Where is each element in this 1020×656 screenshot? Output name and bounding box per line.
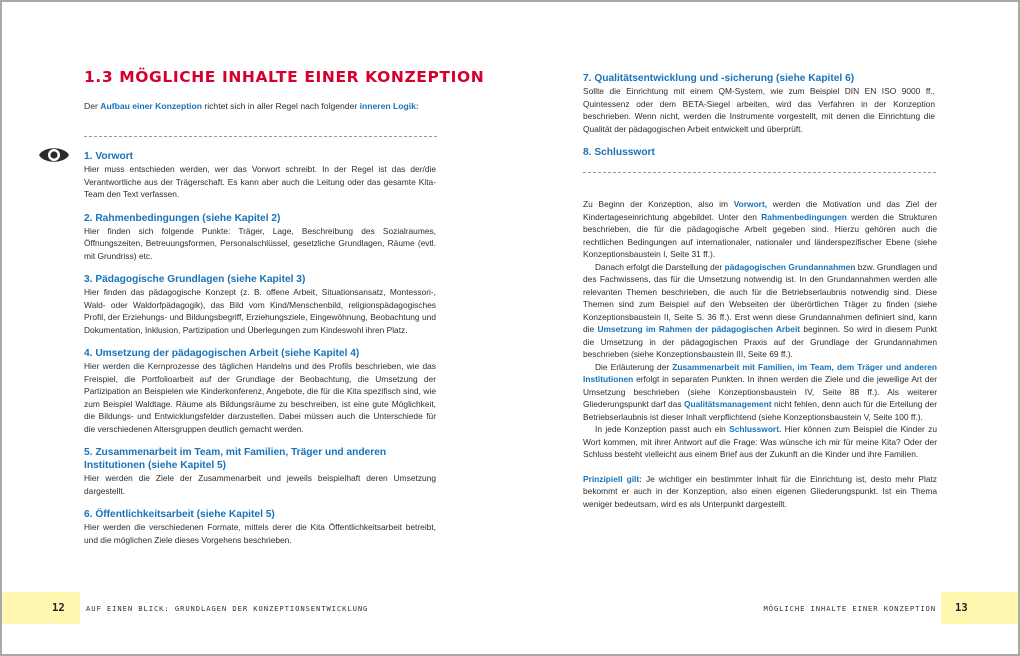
running-head: MÖGLICHE INHALTE EINER KONZEPTION bbox=[763, 604, 936, 613]
footer-band bbox=[2, 592, 80, 624]
highlight: Umsetzung im Rahmen der pädagogischen Arbeit bbox=[597, 324, 801, 334]
highlight: Zusammenarbeit mit Familien, im Team, dem Träger und anderen Institutionen bbox=[583, 361, 938, 384]
list-item bbox=[84, 446, 436, 497]
text: Je wichtiger ein bestimmter Inhalt für die Einrichtung ist, desto mehr Platz bekommt er auch in der Konzeption, also einen eigenen Gliederungspunkt. Ist ein Thema weniger bedeutsam, wird es als Unterpunkt dargestellt. bbox=[583, 473, 937, 509]
item-body: Hier werden die Ziele der Zusammenarbeit und jeweils beispielhaft deren Umsetzung dargestellt. bbox=[84, 473, 436, 496]
item-body: Sollte die Einrichtung mit einem QM-System, wie zum Beispiel DIN EN ISO 9000 ff., Quintessenz oder dem BETA-Siegel arbeiten, wird das Verfahren in der Konzeption beschrieben. Wenn nicht, werden die Instrumente vorgestellt, mit denen die Einrichtung die Qualität der pädagogischen Arbeit entwickelt und überprüft. bbox=[583, 86, 935, 134]
paragraph bbox=[583, 261, 937, 361]
paragraph bbox=[583, 423, 937, 461]
intro-highlight: inneren Logik: bbox=[359, 101, 419, 111]
text: Zu Beginn der Konzeption, also im bbox=[583, 199, 734, 209]
item-title: 4. Umsetzung der pädagogischen Arbeit (siehe Kapitel 4) bbox=[84, 348, 360, 359]
item-title: 2. Rahmenbedingungen (siehe Kapitel 2) bbox=[84, 212, 281, 224]
text: erfolgt in separaten Punkten. In ihnen werden die Ziele und die jeweilige Art der Umsetzung beschrieben (siehe Konzeptionsbaustein IV, Seite 88 ff.). Als weiterer Gliederungspunkt darf das bbox=[583, 374, 937, 409]
text: Die Erläuterung der bbox=[595, 361, 673, 372]
text: werden die Strukturen beschrieben, die für die pädagogische Arbeit gegeben sind. Hierzu gehören auch die rechtlichen Bedingungen auf internationaler, nationaler und länderspezifischer Ebene (siehe Konzeptionsbaustein I, Seite 31 ff.). bbox=[583, 211, 937, 259]
eye-icon bbox=[38, 144, 70, 166]
right-page bbox=[510, 0, 1020, 656]
item-title: 7. Qualitätsentwicklung und -sicherung (siehe Kapitel 6) bbox=[583, 73, 855, 84]
dashed-divider bbox=[583, 172, 936, 173]
item-title: 1. Vorwort bbox=[84, 151, 134, 162]
text: nicht fehlen, denn auch für die Erteilung der Betriebserlaubnis ist dieser Inhalt verpflichtend (siehe Konzeptionsbaustein V, Seite 100 ff.). bbox=[583, 399, 937, 422]
list-item bbox=[84, 273, 436, 336]
item-body: Hier werden die verschiedenen Formate, mittels derer die Kita Öffentlichkeitsarbeit betreibt, und die möglichen Ziele dieses Vorgehens beschrieben. bbox=[84, 522, 436, 545]
text: werden die Motivation und das Ziel der Kindertageseinrichtung abgebildet. Unter den bbox=[583, 199, 937, 222]
item-body: Hier finden sich folgende Punkte: Träger, Lage, Beschreibung des Sozialraumes, Öffnungszeiten, Betreuungsformen, Personalschlüssel, gesetzliche Grundlagen, Räume (evtl. mit Grundriss) etc. bbox=[84, 225, 436, 261]
text: bzw. Grundlagen und des Fachwissens, das für die Umsetzung notwendig ist. In den Grundannahmen werden alle relevanten Themen beschrieben, die auch für die Betriebserlaubnis notwendig sind. Diese Themen sind zum Beispiel auf den Webseiten der überörtlichen Träger zu finden (siehe Konzeptionsbaustein II, Seite S. 36 ff.). Erst wenn diese Grundannahmen definiert sind, kann die bbox=[583, 261, 937, 334]
highlight: Schlusswort. bbox=[729, 424, 782, 434]
list-item bbox=[583, 146, 935, 159]
running-head: AUF EINEN BLICK: GRUNDLAGEN DER KONZEPTIONSENTWICKLUNG bbox=[86, 604, 369, 613]
paragraph bbox=[583, 198, 937, 261]
item-body: Hier muss entschieden werden, wer das Vorwort schreibt. In der Regel ist das der/die Verantwortliche aus der Trägerschaft. Es kann aber auch die Leitung oder das gesamte Kita-Team den Text verfassen. bbox=[84, 164, 436, 199]
text: Hier können zum Beispiel die Kinder zu Wort kommen, mit ihrer Antwort auf die Frage: Was wünsche ich mir für meine Kita? Oder der Schluss besteht vielleicht aus einem Brief aus der Zukunft an die Kinder und ihre Familien. bbox=[583, 424, 937, 459]
page-number: 13 bbox=[955, 602, 968, 614]
page-number: 12 bbox=[52, 602, 65, 614]
list-item bbox=[84, 212, 436, 263]
list-item bbox=[84, 150, 436, 201]
chapter-title: 1.3 MÖGLICHE INHALTE EINER KONZEPTION bbox=[84, 68, 485, 86]
list-item bbox=[84, 508, 436, 546]
item-body: Hier finden das pädagogische Konzept (z. B. offene Arbeit, Situationsansatz, Montessori-, Wald- oder Waldorfpädagogik), das Bild vom Kind/Menschenbild, religionspädagogisches Profil, der Erziehungs- und Bildungsbegriff, Erziehungsziele, Eingewöhnung, Beobachtung und Dokumentation, Inklusion, Partizipation und Überlegungen zum Kindeswohl ihren Platz. bbox=[84, 287, 436, 335]
footer-band bbox=[941, 592, 1018, 624]
dashed-divider bbox=[84, 136, 437, 137]
intro-text-part: Der bbox=[84, 101, 101, 111]
intro-text-part: richtet sich in aller Regel nach folgender bbox=[201, 101, 360, 111]
principle-paragraph bbox=[583, 473, 937, 511]
intro-highlight: Aufbau einer Konzeption bbox=[100, 101, 202, 111]
item-body: Hier werden die Kernprozesse des täglichen Handelns und des Profils beschrieben, wie das Freispiel, die Portfolioarbeit auf der Grundlage der Beobachtung, die Umsetzung der Partizipation an Beispielen wie Kinderkonferenz, Angebote, die für die Kita spezifisch sind, wie zum Beispiel Waldtage. Räume als Bildungsräume zu beschreiben, ist eine gute Möglichkeit, die Bildungs- und Entwicklungsfelder darzustellen. Dabei müssen auch die Unterschiede für die verschiedenen Altersgruppen deutlich gemacht werden. bbox=[84, 361, 436, 434]
list-item bbox=[84, 347, 436, 435]
item-title: 6. Öffentlichkeitsarbeit (siehe Kapitel 5) bbox=[84, 509, 275, 520]
paragraph bbox=[583, 361, 937, 424]
item-title: 8. Schlusswort bbox=[583, 147, 655, 158]
highlight: pädagogischen Grundannahmen bbox=[724, 261, 856, 272]
intro-text bbox=[84, 100, 444, 112]
list-item bbox=[583, 72, 935, 135]
content-list-left bbox=[84, 150, 436, 557]
highlight: Prinzipiell gilt: bbox=[583, 473, 642, 484]
item-title: 3. Pädagogische Grundlagen (siehe Kapitel 3) bbox=[84, 274, 306, 285]
item-title: 5. Zusammenarbeit im Team, mit Familien, Träger und anderen Institutionen (siehe Kapitel 5) bbox=[84, 447, 387, 471]
text: Danach erfolgt die Darstellung der bbox=[595, 261, 725, 272]
highlight: Vorwort, bbox=[733, 199, 768, 209]
highlight: Rahmenbedingungen bbox=[761, 211, 847, 222]
body-text bbox=[583, 198, 937, 510]
highlight: Qualitätsmanagement bbox=[684, 399, 772, 409]
text: In jede Konzeption passt auch ein bbox=[595, 424, 730, 434]
text: beginnen. So wird in diesem Punkt die Umsetzung in der pädagogischen Praxis auf der Grundlage der Grundannahmen beschrieben (siehe Konzeptionsbaustein III, Seite 69 ff.). bbox=[583, 324, 937, 359]
content-list-right bbox=[583, 72, 935, 170]
